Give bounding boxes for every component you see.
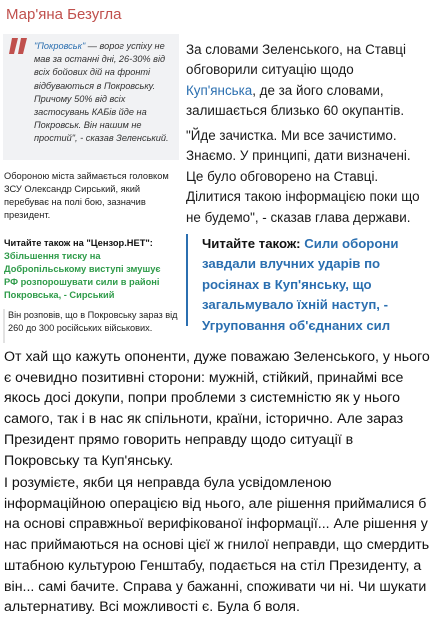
left-paragraph: Обороною міста займається головком ЗСУ Олександр Сирський, який перебуває на полі бою, зазначив президент.	[4, 171, 169, 220]
right-read-also-link[interactable]: Сили оборони завдали влучних ударів по росіянах в Куп'янську, що загальмувало їхній наступ, - Угруповання об'єднаних сил	[202, 236, 399, 333]
quote-card	[3, 34, 179, 160]
main-paragraph-1: От хай що кажуть опоненти, дуже поважаю Зеленського, у нього є очевидно позитивні сторони: мужній, стійкий, принаймі все якось досі докупи, попри проблеми з системністю як у нього самого, так і в нас як спільноти, країни, історично. Але зараз Президент прямо говорить неправду щодо ситуації в Покровську та Куп'янську.	[4, 349, 430, 469]
right-paragraph-2: "Йде зачистка. Ми все зачистимо. Знаємо. У принципі, дати визначені. Це було обговорено на Ставці. Ділитися такою інформацією поки що не будемо", - сказав глава держави.	[186, 128, 420, 225]
right-p1-after: , де за його словами, залишається близько 60 окупантів.	[186, 82, 405, 119]
author-name[interactable]: Мар'яна Безугла	[6, 6, 122, 23]
quote-text	[34, 40, 175, 146]
quote-body: — ворог успіху не мав за останні дні, 26-30% від всіх бойових дій на фронті відбуваються в Покровську. Причому 50% від всіх застосувань КАБів йде на Покровськ. Він нашим не простий", - сказав Зеленський.	[34, 41, 169, 144]
kupiansk-link[interactable]: Куп'янська	[186, 82, 253, 98]
right-paragraph-1	[186, 40, 426, 122]
left-read-also-label: Читайте також на "Цензор.НЕТ":	[4, 238, 153, 248]
quote-mark-icon	[9, 36, 27, 56]
left-bottom-paragraph: Він розповів, що в Покровську зараз від 260 до 300 російських військових.	[3, 309, 181, 343]
right-p1-before: За словами Зеленського, на Ставці обговорили ситуацію щодо	[186, 42, 406, 78]
main-paragraph-2: І розумієте, якби ця неправда була усвідомленою інформаційною операцією від нього, але рішення приймалися б на основі справжньої верифікованої інформації... Але рішення у нас приймаються на основі цієї ж гнилої неправди, що смердить штабною культурою Генштабу, подається на стіл Президенту, а він... самі бачите. Справа у бажанні, споживати чи ні. Чи шукати альтернативу. Всі можливості є. Була б воля.	[4, 475, 430, 616]
right-read-also	[186, 234, 426, 333]
quote-source: "Покровськ"	[34, 41, 86, 51]
right-read-also-label: Читайте також:	[202, 236, 301, 251]
left-read-also	[4, 237, 174, 302]
left-read-also-link[interactable]: Збільшення тиску на Добропільському виступі змушує РФ розпорошувати сили в районі Покровська, - Сирський	[4, 251, 161, 300]
